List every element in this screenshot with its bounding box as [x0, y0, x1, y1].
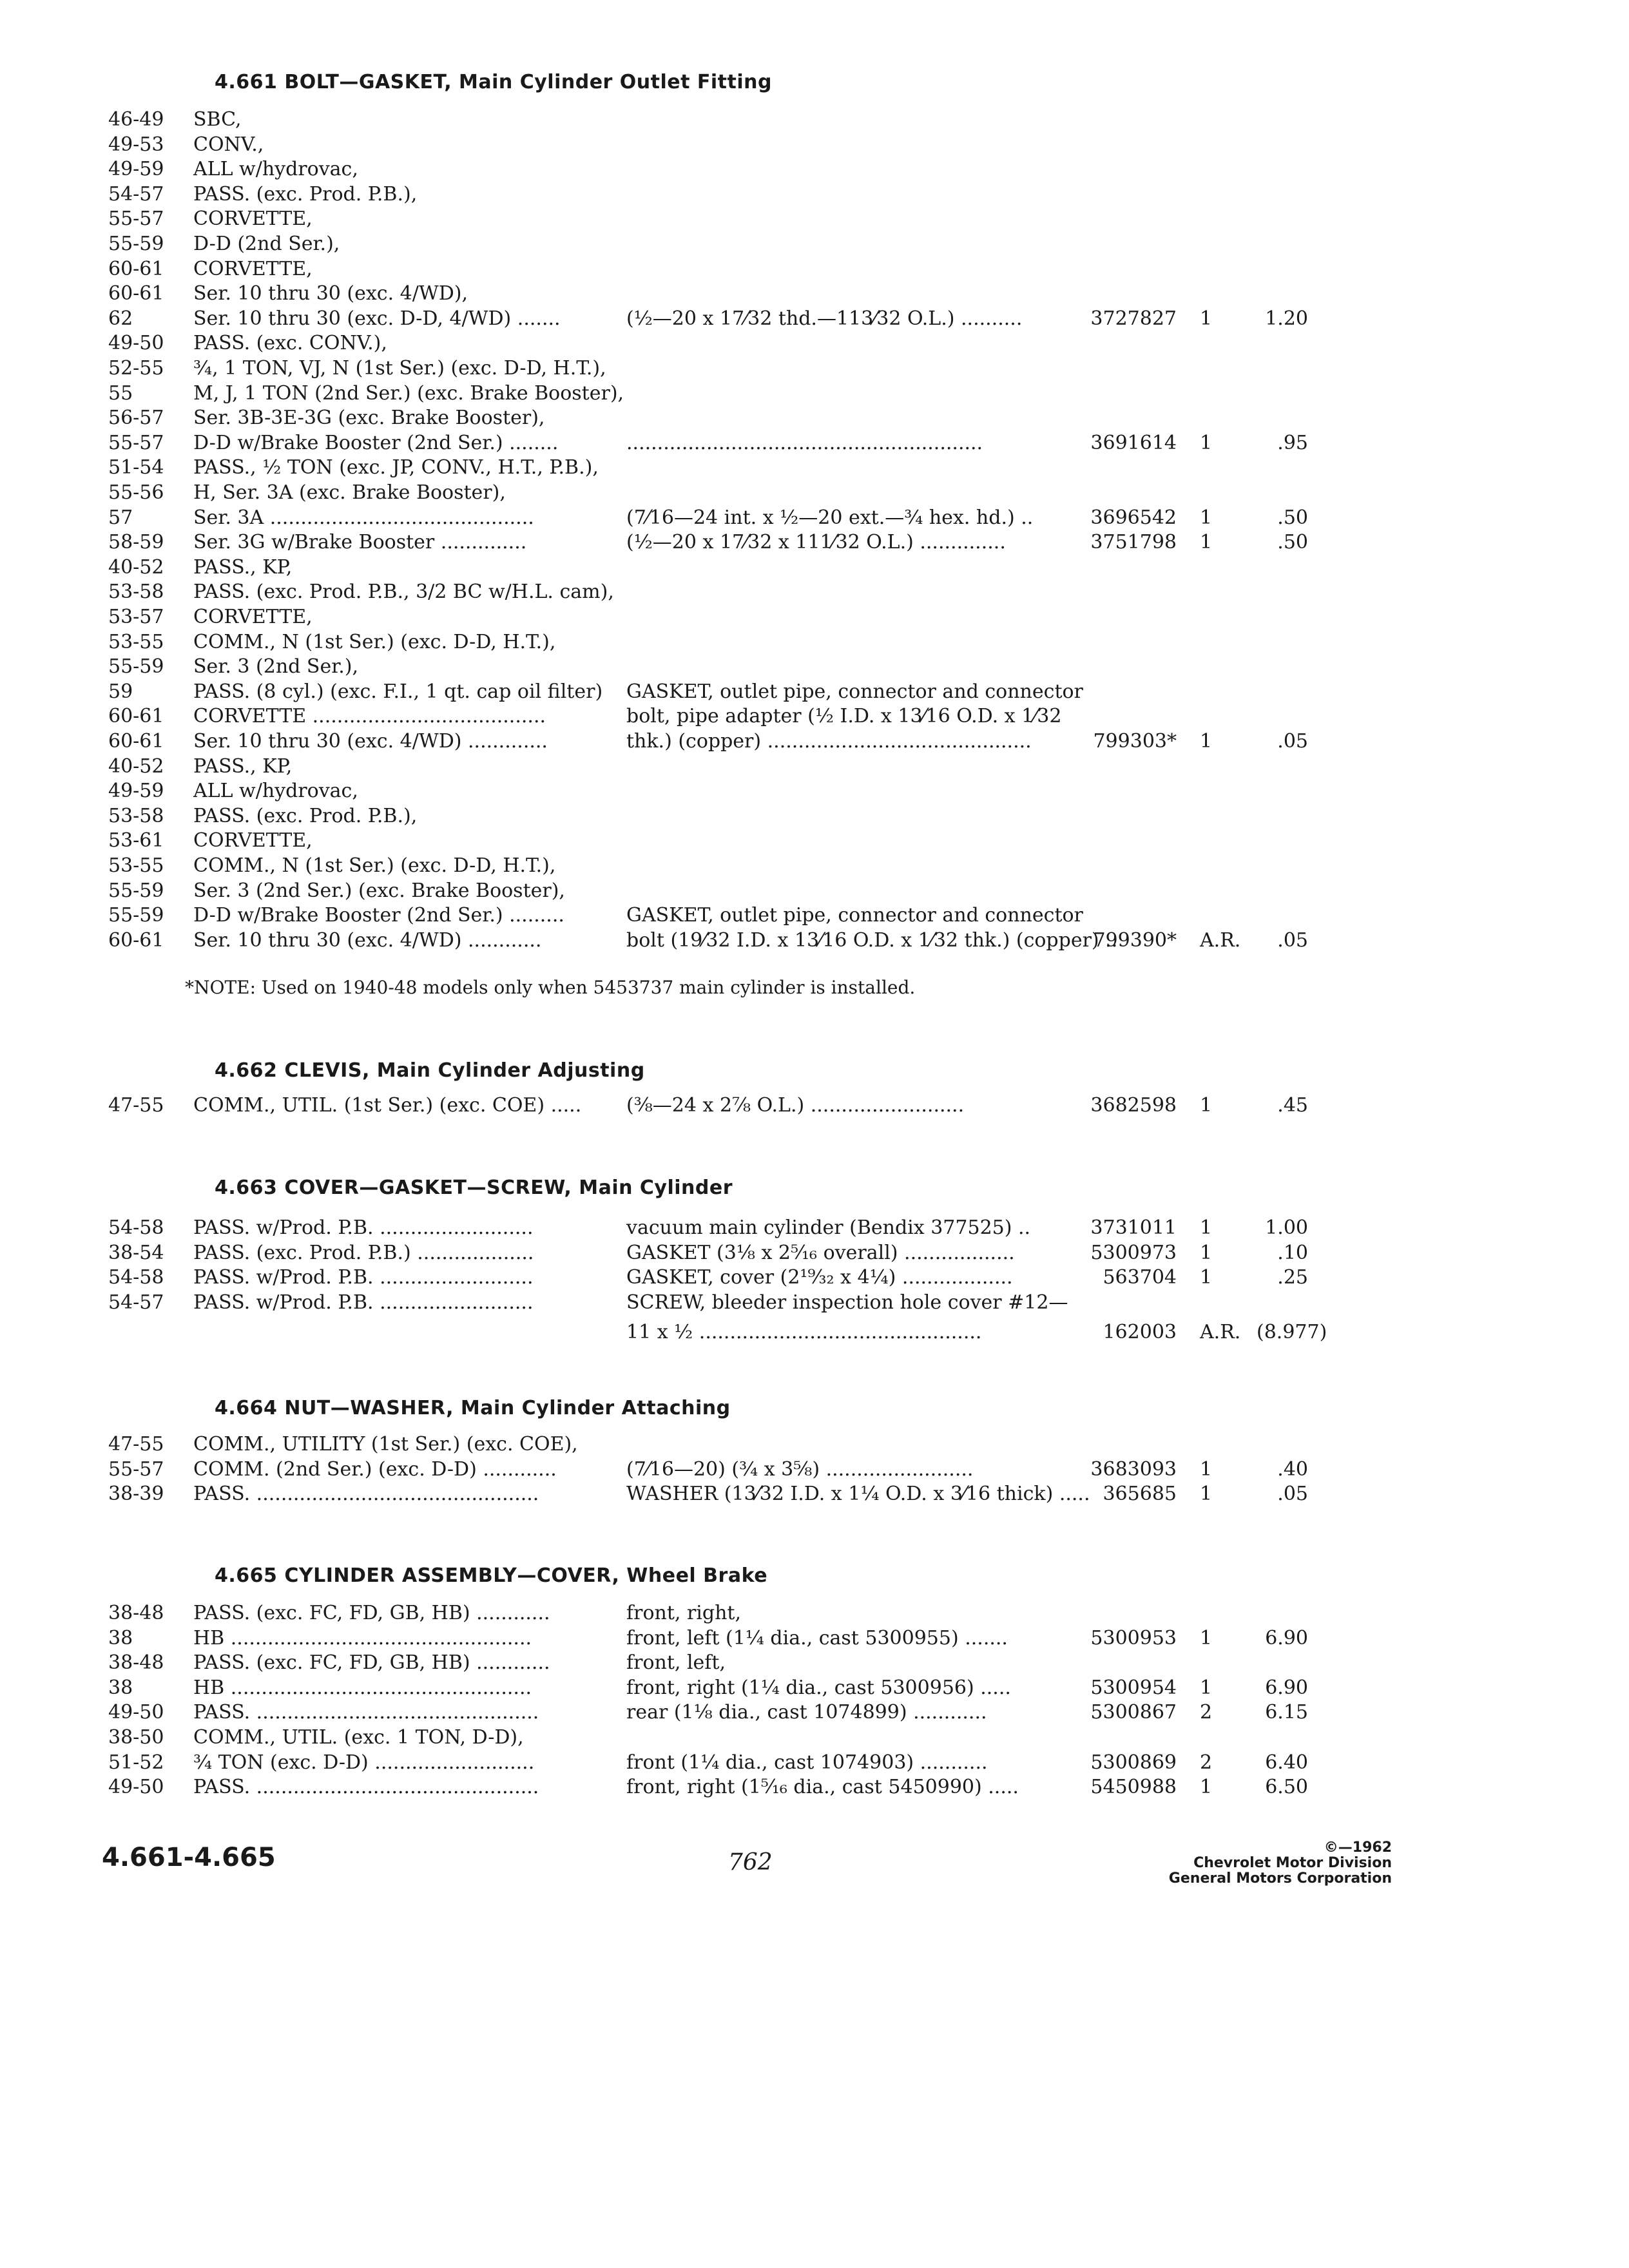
part-number: 5300869 [1090, 1751, 1177, 1774]
part-row [0, 579, 1629, 605]
model-years: 53-61 [108, 829, 164, 852]
model-years: 38 [108, 1626, 133, 1649]
price: .25 [1277, 1266, 1308, 1289]
part-row [0, 1700, 1629, 1725]
part-row [0, 1457, 1629, 1483]
model-years: 55-59 [108, 904, 164, 927]
price: 6.90 [1265, 1676, 1308, 1699]
description: bolt, pipe adapter (½ I.D. x 13⁄16 O.D. x 1⁄32 [626, 705, 1062, 728]
description: SCREW, bleeder inspection hole cover #12— [626, 1291, 1068, 1314]
part-number: 5300973 [1090, 1241, 1177, 1264]
quantity: 1 [1200, 1457, 1213, 1481]
price: .05 [1277, 730, 1308, 753]
part-row [0, 878, 1629, 904]
part-row [0, 1750, 1629, 1776]
price: 6.15 [1265, 1701, 1308, 1724]
model-years: 58-59 [108, 531, 164, 554]
application: Ser. 10 thru 30 (exc. 4/WD) ............ [193, 928, 542, 952]
model-years: 60-61 [108, 928, 164, 952]
model-years: 49-59 [108, 780, 164, 803]
model-years: 55-59 [108, 655, 164, 678]
description: GASKET, outlet pipe, connector and connector [626, 680, 1083, 703]
part-number: 799390* [1093, 928, 1177, 952]
quantity: 1 [1200, 1216, 1213, 1239]
quantity: A.R. [1200, 928, 1241, 952]
publisher-block [1095, 1840, 1392, 1887]
description: front, right, [626, 1602, 742, 1624]
model-years: 55 [108, 381, 133, 405]
quantity: 1 [1200, 1483, 1213, 1506]
part-row [0, 356, 1629, 381]
application: COMM., UTIL. (1st Ser.) (exc. COE) ..... [193, 1094, 582, 1117]
model-years: 54-57 [108, 1291, 164, 1314]
part-row [0, 1675, 1629, 1701]
model-years: 40-52 [108, 754, 164, 778]
model-years: 60-61 [108, 705, 164, 728]
price: .40 [1277, 1457, 1308, 1481]
model-years: 53-58 [108, 804, 164, 827]
description: rear (1⅛ dia., cast 1074899) ............ [626, 1701, 987, 1724]
application: M, J, 1 TON (2nd Ser.) (exc. Brake Booster), [193, 381, 624, 405]
application: HB ................................................. [193, 1676, 532, 1699]
part-row [0, 604, 1629, 630]
model-years: 53-55 [108, 854, 164, 877]
model-years: 55-57 [108, 1457, 164, 1481]
part-row [0, 1290, 1629, 1316]
model-years: 49-53 [108, 133, 164, 156]
model-years: 55-57 [108, 431, 164, 454]
part-number: 3682598 [1090, 1094, 1177, 1117]
model-years: 60-61 [108, 730, 164, 753]
price: .05 [1277, 1483, 1308, 1506]
model-years: 38-54 [108, 1241, 164, 1264]
application: CORVETTE, [193, 257, 313, 280]
model-years: 54-58 [108, 1266, 164, 1289]
part-row [0, 1320, 1629, 1345]
price: .50 [1277, 506, 1308, 529]
application: Ser. 10 thru 30 (exc. D-D, 4/WD) ....... [193, 307, 561, 330]
application: PASS. (exc. FC, FD, GB, HB) ............ [193, 1651, 550, 1675]
application: Ser. 3 (2nd Ser.) (exc. Brake Booster), [193, 879, 565, 902]
part-row [0, 1481, 1629, 1507]
model-years: 54-57 [108, 182, 164, 206]
description: 11 x ½ .............................................. [626, 1321, 982, 1344]
description: WASHER (13⁄32 I.D. x 1¼ O.D. x 3⁄16 thick) ..... [626, 1483, 1090, 1506]
part-row [0, 1215, 1629, 1241]
model-years: 53-55 [108, 630, 164, 653]
application: PASS., KP, [193, 754, 293, 778]
part-number: 563704 [1103, 1266, 1177, 1289]
part-row [0, 1650, 1629, 1676]
part-row [0, 1093, 1629, 1119]
part-row [0, 903, 1629, 928]
application: HB ................................................. [193, 1626, 532, 1649]
part-row [0, 555, 1629, 581]
application: PASS. (exc. Prod. P.B.) ................... [193, 1241, 534, 1264]
corporation-line: General Motors Corporation [1168, 1870, 1392, 1887]
price: .50 [1277, 531, 1308, 554]
part-row [0, 331, 1629, 356]
quantity: 1 [1200, 1094, 1213, 1117]
quantity: 1 [1200, 307, 1213, 330]
model-years: 49-59 [108, 158, 164, 181]
part-number: 3691614 [1090, 431, 1177, 454]
part-row [0, 928, 1629, 954]
application: PASS. (exc. Prod. P.B.), [193, 804, 418, 827]
application: CORVETTE, [193, 606, 313, 628]
part-number: 3727827 [1090, 307, 1177, 330]
quantity: 1 [1200, 531, 1213, 554]
model-years: 53-57 [108, 606, 164, 628]
page-number: 762 [728, 1849, 773, 1876]
part-number: 3751798 [1090, 531, 1177, 554]
application: Ser. 3G w/Brake Booster .............. [193, 531, 527, 554]
part-row [0, 853, 1629, 879]
section-heading: 4.662 CLEVIS, Main Cylinder Adjusting [215, 1059, 645, 1082]
price: 6.40 [1265, 1751, 1308, 1774]
part-row [0, 132, 1629, 158]
application: PASS. (exc. FC, FD, GB, HB) ............ [193, 1602, 550, 1624]
application: ALL w/hydrovac, [193, 158, 358, 181]
model-years: 40-52 [108, 555, 164, 579]
price: (8.977) [1257, 1321, 1327, 1344]
price: 1.20 [1265, 307, 1308, 330]
application: PASS. (exc. CONV.), [193, 332, 387, 355]
model-years: 38-39 [108, 1483, 164, 1506]
part-row [0, 1600, 1629, 1626]
quantity: 1 [1200, 730, 1213, 753]
application: PASS., KP, [193, 555, 293, 579]
model-years: 53-58 [108, 581, 164, 604]
model-years: 38-50 [108, 1726, 164, 1749]
model-years: 55-57 [108, 207, 164, 231]
application: ¾ TON (exc. D-D) .......................... [193, 1751, 535, 1774]
application: D-D w/Brake Booster (2nd Ser.) ......... [193, 904, 564, 927]
part-row [0, 1265, 1629, 1291]
part-row [0, 754, 1629, 780]
price: .10 [1277, 1241, 1308, 1264]
application: PASS. (8 cyl.) (exc. F.I., 1 qt. cap oil filter) [193, 680, 603, 703]
quantity: 1 [1200, 1241, 1213, 1264]
model-years: 62 [108, 307, 133, 330]
model-years: 54-58 [108, 1216, 164, 1239]
application: PASS. .............................................. [193, 1776, 539, 1799]
part-row [0, 306, 1629, 332]
model-years: 51-52 [108, 1751, 164, 1774]
model-years: 60-61 [108, 257, 164, 280]
part-number: 365685 [1103, 1483, 1177, 1506]
model-years: 38 [108, 1676, 133, 1699]
application: D-D w/Brake Booster (2nd Ser.) ........ [193, 431, 559, 454]
price: 6.50 [1265, 1776, 1308, 1799]
application: CONV., [193, 133, 264, 156]
price: .45 [1277, 1094, 1308, 1117]
application: PASS. .............................................. [193, 1483, 539, 1506]
part-row [0, 405, 1629, 431]
model-years: 60-61 [108, 282, 164, 305]
application: COMM., UTILITY (1st Ser.) (exc. COE), [193, 1433, 578, 1456]
part-row [0, 679, 1629, 705]
model-years: 46-49 [108, 108, 164, 131]
part-row [0, 1725, 1629, 1751]
part-row [0, 480, 1629, 506]
description: (7⁄16—24 int. x ½—20 ext.—¾ hex. hd.) .. [626, 506, 1034, 529]
quantity: 1 [1200, 506, 1213, 529]
application: PASS. w/Prod. P.B. ......................... [193, 1266, 534, 1289]
section-heading: 4.664 NUT—WASHER, Main Cylinder Attaching [215, 1397, 731, 1419]
copyright-line: ©—1962 [1324, 1840, 1392, 1856]
description: (⅜—24 x 2⅞ O.L.) ......................... [626, 1094, 965, 1117]
part-number: 5300953 [1090, 1626, 1177, 1649]
part-row [0, 629, 1629, 655]
part-number: 3731011 [1090, 1216, 1177, 1239]
description: (½—20 x 17⁄32 thd.—113⁄32 O.L.) .......... [626, 307, 1023, 330]
model-years: 57 [108, 506, 133, 529]
quantity: 1 [1200, 1266, 1213, 1289]
price: 1.00 [1265, 1216, 1308, 1239]
part-row [0, 828, 1629, 854]
application: COMM., UTIL. (exc. 1 TON, D-D), [193, 1726, 524, 1749]
quantity: 1 [1200, 431, 1213, 454]
model-years: 38-48 [108, 1651, 164, 1675]
description: front (1¼ dia., cast 1074903) ........... [626, 1751, 988, 1774]
application: CORVETTE ...................................... [193, 705, 546, 728]
application: Ser. 10 thru 30 (exc. 4/WD) ............. [193, 730, 548, 753]
part-row [0, 182, 1629, 207]
quantity: 1 [1200, 1626, 1213, 1649]
description: vacuum main cylinder (Bendix 377525) .. [626, 1216, 1031, 1239]
part-row [0, 206, 1629, 232]
model-years: 47-55 [108, 1433, 164, 1456]
application: Ser. 3B-3E-3G (exc. Brake Booster), [193, 407, 545, 430]
model-years: 49-50 [108, 332, 164, 355]
price: .95 [1277, 431, 1308, 454]
part-row [0, 1626, 1629, 1651]
part-number: 3696542 [1090, 506, 1177, 529]
part-row [0, 704, 1629, 729]
part-row [0, 654, 1629, 680]
application: COMM., N (1st Ser.) (exc. D-D, H.T.), [193, 630, 556, 653]
part-number: 162003 [1103, 1321, 1177, 1344]
application: H, Ser. 3A (exc. Brake Booster), [193, 481, 506, 504]
part-number: 5300867 [1090, 1701, 1177, 1724]
application: D-D (2nd Ser.), [193, 233, 340, 255]
part-number: 5450988 [1090, 1776, 1177, 1799]
application: PASS. (exc. Prod. P.B., 3/2 BC w/H.L. cam), [193, 581, 614, 604]
model-years: 56-57 [108, 407, 164, 430]
part-row [0, 778, 1629, 804]
description: front, left (1¼ dia., cast 5300955) ....... [626, 1626, 1008, 1649]
application: PASS. w/Prod. P.B. ......................... [193, 1216, 534, 1239]
application: CORVETTE, [193, 207, 313, 231]
description: front, left, [626, 1651, 726, 1675]
model-years: 59 [108, 680, 133, 703]
model-years: 55-59 [108, 233, 164, 255]
division-line: Chevrolet Motor Division [1193, 1855, 1392, 1871]
quantity: A.R. [1200, 1321, 1241, 1344]
section-heading: 4.663 COVER—GASKET—SCREW, Main Cylinder [215, 1177, 733, 1199]
part-row [0, 1774, 1629, 1800]
model-years: 52-55 [108, 357, 164, 380]
application: Ser. 3 (2nd Ser.), [193, 655, 359, 678]
part-row [0, 231, 1629, 257]
section-note: *NOTE: Used on 1940-48 models only when 5453737 main cylinder is installed. [185, 977, 916, 998]
part-row [0, 281, 1629, 307]
description: .......................................................... [626, 431, 983, 454]
part-row [0, 1432, 1629, 1457]
model-years: 49-50 [108, 1776, 164, 1799]
part-row [0, 381, 1629, 407]
application: SBC, [193, 108, 242, 131]
model-years: 55-56 [108, 481, 164, 504]
description: GASKET (3⅛ x 2⁵⁄₁₆ overall) .................. [626, 1241, 1015, 1264]
part-number: 3683093 [1090, 1457, 1177, 1481]
application: COMM., N (1st Ser.) (exc. D-D, H.T.), [193, 854, 556, 877]
part-row [0, 729, 1629, 754]
model-years: 55-59 [108, 879, 164, 902]
quantity: 1 [1200, 1676, 1213, 1699]
application: PASS. (exc. Prod. P.B.), [193, 182, 418, 206]
application: ALL w/hydrovac, [193, 780, 358, 803]
part-number: 799303* [1093, 730, 1177, 753]
price: .05 [1277, 928, 1308, 952]
application: PASS., ½ TON (exc. JP, CONV., H.T., P.B.), [193, 456, 599, 479]
part-row [0, 430, 1629, 456]
part-row [0, 530, 1629, 555]
description: bolt (19⁄32 I.D. x 13⁄16 O.D. x 1⁄32 thk.) (copper) .. [626, 928, 1118, 952]
part-row [0, 505, 1629, 531]
quantity: 1 [1200, 1776, 1213, 1799]
model-years: 49-50 [108, 1701, 164, 1724]
description: front, right (1¼ dia., cast 5300956) ..... [626, 1676, 1011, 1699]
part-number: 5300954 [1090, 1676, 1177, 1699]
part-row [0, 1240, 1629, 1266]
part-row [0, 107, 1629, 133]
part-row [0, 256, 1629, 282]
model-years: 51-54 [108, 456, 164, 479]
section-heading: 4.661 BOLT—GASKET, Main Cylinder Outlet Fitting [215, 71, 772, 93]
model-years: 47-55 [108, 1094, 164, 1117]
part-row [0, 455, 1629, 481]
application: CORVETTE, [193, 829, 313, 852]
description: (½—20 x 17⁄32 x 111⁄32 O.L.) .............. [626, 531, 1006, 554]
quantity: 2 [1200, 1701, 1213, 1724]
price: 6.90 [1265, 1626, 1308, 1649]
section-heading: 4.665 CYLINDER ASSEMBLY—COVER, Wheel Brake [215, 1564, 768, 1587]
section-range: 4.661-4.665 [102, 1843, 276, 1872]
description: thk.) (copper) ........................................... [626, 730, 1032, 753]
description: GASKET, cover (2¹⁹⁄₃₂ x 4¼) .................. [626, 1266, 1013, 1289]
model-years: 38-48 [108, 1602, 164, 1624]
quantity: 2 [1200, 1751, 1213, 1774]
application: Ser. 3A ........................................... [193, 506, 534, 529]
application: PASS. .............................................. [193, 1701, 539, 1724]
description: front, right (1⁵⁄₁₆ dia., cast 5450990) ..... [626, 1776, 1019, 1799]
description: GASKET, outlet pipe, connector and connector [626, 904, 1083, 927]
part-row [0, 803, 1629, 829]
application: Ser. 10 thru 30 (exc. 4/WD), [193, 282, 468, 305]
description: (7⁄16—20) (¾ x 3⅝) ........................ [626, 1457, 974, 1481]
application: PASS. w/Prod. P.B. ......................... [193, 1291, 534, 1314]
application: COMM. (2nd Ser.) (exc. D-D) ............ [193, 1457, 557, 1481]
part-row [0, 157, 1629, 182]
application: ¾, 1 TON, VJ, N (1st Ser.) (exc. D-D, H.T.), [193, 357, 606, 380]
